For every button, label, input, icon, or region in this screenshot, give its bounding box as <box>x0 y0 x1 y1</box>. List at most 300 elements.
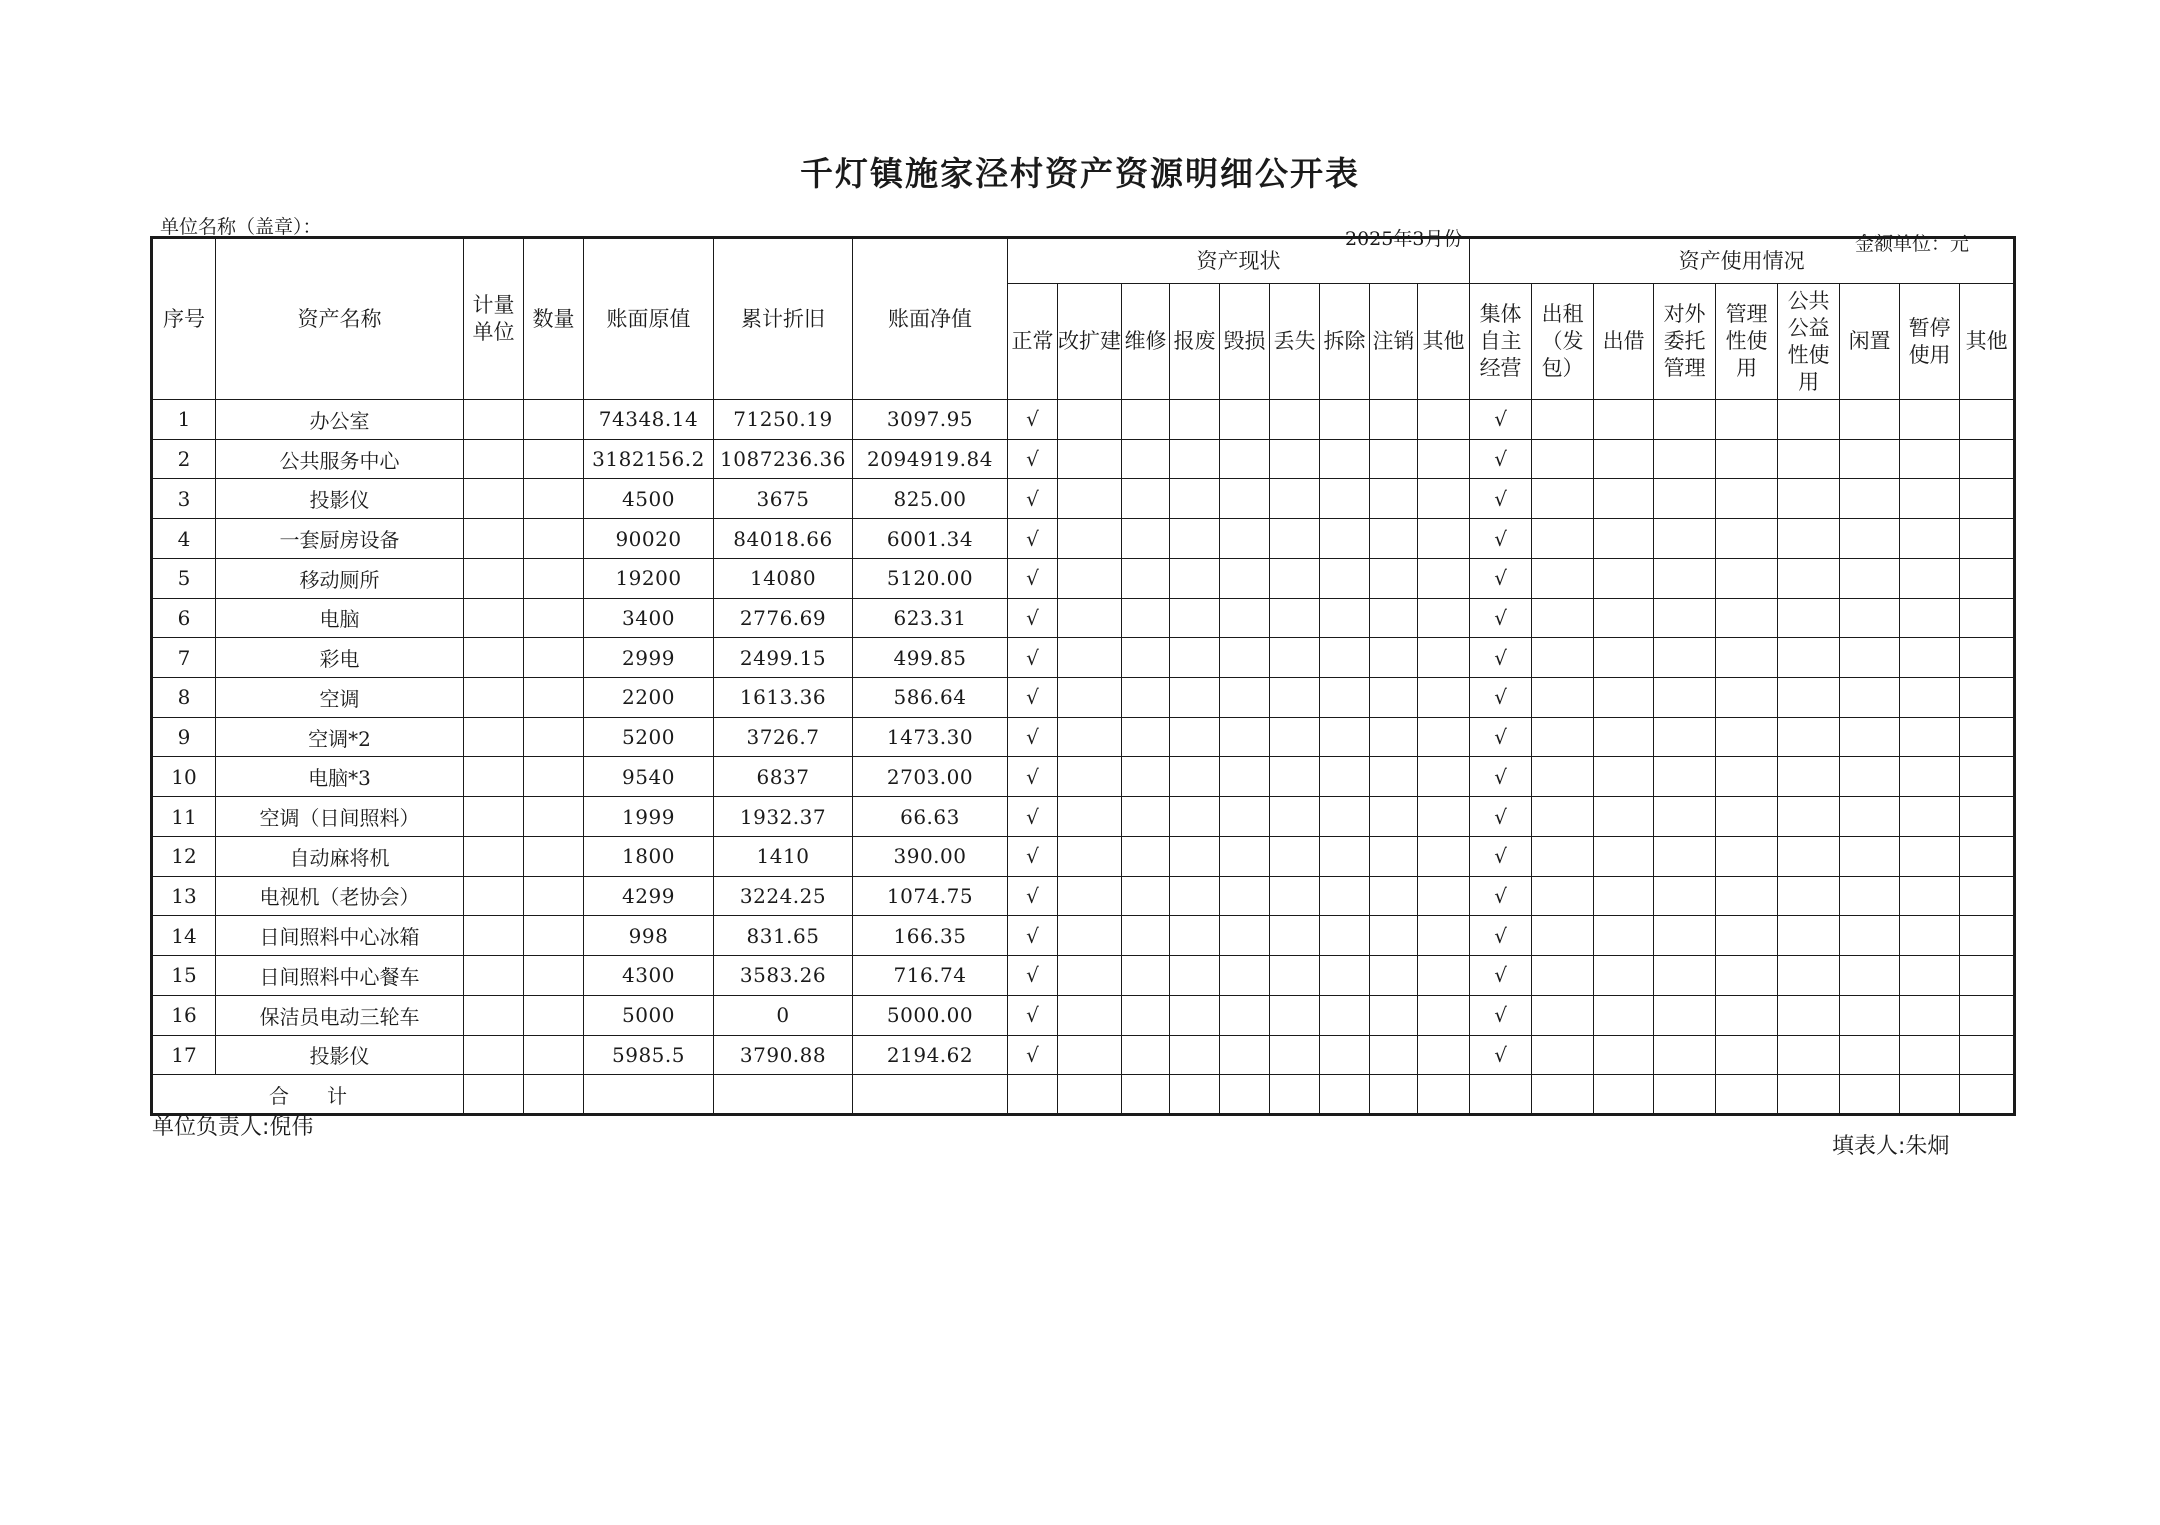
usage-cell <box>1960 400 2015 440</box>
status-normal-check: √ <box>1008 638 1058 678</box>
total-cell <box>524 1075 584 1115</box>
row-book-net: 3097.95 <box>853 400 1008 440</box>
row-accum-depreciation: 6837 <box>714 757 853 797</box>
status-cell <box>1370 797 1418 837</box>
row-book-net: 6001.34 <box>853 519 1008 559</box>
usage-cell <box>1532 916 1594 956</box>
status-cell <box>1370 717 1418 757</box>
row-book-net: 66.63 <box>853 797 1008 837</box>
amount-unit: 金额单位：元 <box>1855 233 1970 255</box>
usage-self-operated-check: √ <box>1470 678 1532 718</box>
col-seq: 序号 <box>152 238 216 400</box>
status-cell <box>1320 876 1370 916</box>
status-cell <box>1418 519 1470 559</box>
status-cell <box>1320 558 1370 598</box>
usage-cell <box>1840 558 1900 598</box>
status-cell <box>1170 956 1220 996</box>
usage-cell <box>1532 400 1594 440</box>
status-cell <box>1418 836 1470 876</box>
table-row <box>152 916 2015 956</box>
usage-cell <box>1900 916 1960 956</box>
total-cell <box>1594 1075 1654 1115</box>
total-cell <box>1418 1075 1470 1115</box>
status-cell <box>1220 479 1270 519</box>
usage-self-operated-check: √ <box>1470 836 1532 876</box>
status-cell <box>1370 439 1418 479</box>
status-cell <box>1320 1035 1370 1075</box>
usage-cell <box>1778 558 1840 598</box>
usage-cell <box>1594 876 1654 916</box>
status-cell <box>1370 836 1418 876</box>
usage-cell <box>1716 717 1778 757</box>
usage-cell <box>1716 678 1778 718</box>
total-cell <box>1960 1075 2015 1115</box>
status-normal-check: √ <box>1008 558 1058 598</box>
status-cell <box>1220 995 1270 1035</box>
status-cell <box>1122 400 1170 440</box>
usage-cell <box>1840 598 1900 638</box>
usage-cell <box>1778 995 1840 1035</box>
usage-cell <box>1654 439 1716 479</box>
usage-cell <box>1778 1035 1840 1075</box>
status-cell <box>1270 439 1320 479</box>
status-cell <box>1418 757 1470 797</box>
status-cell <box>1170 717 1220 757</box>
col-status-lost: 丢失 <box>1270 284 1320 400</box>
row-asset-name: 空调（日间照料） <box>216 797 464 837</box>
row-asset-name: 日间照料中心冰箱 <box>216 916 464 956</box>
row-seq: 5 <box>152 558 216 598</box>
usage-cell <box>1840 876 1900 916</box>
col-status-renovation: 改扩建 <box>1058 284 1122 400</box>
row-measure-unit <box>464 558 524 598</box>
usage-cell <box>1840 678 1900 718</box>
total-cell <box>1900 1075 1960 1115</box>
total-cell <box>584 1075 714 1115</box>
status-cell <box>1122 995 1170 1035</box>
usage-cell <box>1900 956 1960 996</box>
row-asset-name: 保洁员电动三轮车 <box>216 995 464 1035</box>
usage-cell <box>1960 956 2015 996</box>
row-book-original: 998 <box>584 916 714 956</box>
col-group-usage: 资产使用情况 <box>1470 238 2015 284</box>
usage-cell <box>1716 995 1778 1035</box>
usage-cell <box>1960 836 2015 876</box>
table-row <box>152 439 2015 479</box>
usage-cell <box>1900 439 1960 479</box>
usage-cell <box>1532 956 1594 996</box>
table-header <box>152 238 2015 400</box>
status-cell <box>1370 479 1418 519</box>
usage-cell <box>1716 876 1778 916</box>
usage-cell <box>1532 757 1594 797</box>
usage-cell <box>1716 598 1778 638</box>
usage-cell <box>1716 400 1778 440</box>
table-row <box>152 757 2015 797</box>
col-asset-name: 资产名称 <box>216 238 464 400</box>
status-cell <box>1220 956 1270 996</box>
row-quantity <box>524 995 584 1035</box>
status-cell <box>1370 638 1418 678</box>
col-status-normal: 正常 <box>1008 284 1058 400</box>
row-accum-depreciation: 3583.26 <box>714 956 853 996</box>
status-cell <box>1270 757 1320 797</box>
usage-cell <box>1778 598 1840 638</box>
usage-cell <box>1716 1035 1778 1075</box>
table-row <box>152 479 2015 519</box>
usage-self-operated-check: √ <box>1470 558 1532 598</box>
row-accum-depreciation: 3726.7 <box>714 717 853 757</box>
usage-cell <box>1716 797 1778 837</box>
usage-cell <box>1778 836 1840 876</box>
total-cell <box>1270 1075 1320 1115</box>
row-book-original: 4300 <box>584 956 714 996</box>
status-cell <box>1320 956 1370 996</box>
usage-cell <box>1594 598 1654 638</box>
row-quantity <box>524 598 584 638</box>
row-measure-unit <box>464 916 524 956</box>
table-row <box>152 1035 2015 1075</box>
usage-cell <box>1900 638 1960 678</box>
status-normal-check: √ <box>1008 439 1058 479</box>
usage-self-operated-check: √ <box>1470 995 1532 1035</box>
status-cell <box>1058 717 1122 757</box>
status-cell <box>1220 836 1270 876</box>
row-quantity <box>524 519 584 559</box>
status-cell <box>1170 439 1220 479</box>
status-cell <box>1170 757 1220 797</box>
row-book-net: 2194.62 <box>853 1035 1008 1075</box>
status-cell <box>1170 400 1220 440</box>
usage-cell <box>1654 876 1716 916</box>
total-cell <box>1654 1075 1716 1115</box>
status-cell <box>1220 598 1270 638</box>
form-preparer: 填表人:朱炯 <box>1832 1134 1950 1159</box>
usage-cell <box>1960 916 2015 956</box>
usage-cell <box>1960 439 2015 479</box>
status-cell <box>1220 1035 1270 1075</box>
total-cell <box>464 1075 524 1115</box>
row-seq: 14 <box>152 916 216 956</box>
row-quantity <box>524 439 584 479</box>
usage-cell <box>1716 479 1778 519</box>
usage-self-operated-check: √ <box>1470 797 1532 837</box>
usage-cell <box>1840 956 1900 996</box>
row-quantity <box>524 757 584 797</box>
status-cell <box>1320 717 1370 757</box>
status-cell <box>1220 876 1270 916</box>
usage-cell <box>1960 558 2015 598</box>
usage-cell <box>1840 519 1900 559</box>
total-cell <box>853 1075 1008 1115</box>
status-cell <box>1058 956 1122 996</box>
status-cell <box>1170 678 1220 718</box>
usage-cell <box>1532 558 1594 598</box>
status-cell <box>1320 638 1370 678</box>
usage-cell <box>1900 1035 1960 1075</box>
row-book-original: 3182156.2 <box>584 439 714 479</box>
row-seq: 17 <box>152 1035 216 1075</box>
usage-cell <box>1778 638 1840 678</box>
status-cell <box>1058 598 1122 638</box>
status-cell <box>1122 757 1170 797</box>
usage-self-operated-check: √ <box>1470 519 1532 559</box>
usage-cell <box>1654 717 1716 757</box>
status-cell <box>1418 876 1470 916</box>
usage-self-operated-check: √ <box>1470 1035 1532 1075</box>
row-measure-unit <box>464 400 524 440</box>
row-measure-unit <box>464 479 524 519</box>
usage-self-operated-check: √ <box>1470 400 1532 440</box>
col-usage-public-welfare-use: 公共公益性使用 <box>1778 284 1840 400</box>
usage-cell <box>1900 678 1960 718</box>
row-asset-name: 空调 <box>216 678 464 718</box>
row-seq: 16 <box>152 995 216 1035</box>
row-asset-name: 一套厨房设备 <box>216 519 464 559</box>
status-cell <box>1220 678 1270 718</box>
usage-cell <box>1840 638 1900 678</box>
status-cell <box>1058 836 1122 876</box>
status-cell <box>1370 678 1418 718</box>
status-cell <box>1418 558 1470 598</box>
status-cell <box>1170 558 1220 598</box>
status-cell <box>1320 598 1370 638</box>
usage-cell <box>1594 558 1654 598</box>
usage-cell <box>1900 519 1960 559</box>
status-normal-check: √ <box>1008 519 1058 559</box>
total-cell <box>1716 1075 1778 1115</box>
usage-cell <box>1716 757 1778 797</box>
usage-self-operated-check: √ <box>1470 479 1532 519</box>
col-accum-depreciation: 累计折旧 <box>714 238 853 400</box>
usage-cell <box>1594 678 1654 718</box>
row-book-net: 1473.30 <box>853 717 1008 757</box>
status-normal-check: √ <box>1008 717 1058 757</box>
status-cell <box>1270 598 1320 638</box>
usage-cell <box>1960 797 2015 837</box>
row-book-original: 74348.14 <box>584 400 714 440</box>
row-seq: 3 <box>152 479 216 519</box>
row-quantity <box>524 717 584 757</box>
total-cell <box>1220 1075 1270 1115</box>
usage-self-operated-check: √ <box>1470 598 1532 638</box>
row-accum-depreciation: 2499.15 <box>714 638 853 678</box>
status-normal-check: √ <box>1008 956 1058 996</box>
status-cell <box>1058 757 1122 797</box>
status-cell <box>1122 479 1170 519</box>
usage-self-operated-check: √ <box>1470 956 1532 996</box>
row-asset-name: 电视机（老协会） <box>216 876 464 916</box>
row-book-original: 2999 <box>584 638 714 678</box>
document-title: 千灯镇施家泾村资产资源明细公开表 <box>800 154 1360 193</box>
usage-cell <box>1654 836 1716 876</box>
row-accum-depreciation: 84018.66 <box>714 519 853 559</box>
status-cell <box>1370 876 1418 916</box>
status-cell <box>1418 678 1470 718</box>
status-cell <box>1270 400 1320 440</box>
row-book-original: 5985.5 <box>584 1035 714 1075</box>
row-book-net: 1074.75 <box>853 876 1008 916</box>
usage-cell <box>1594 400 1654 440</box>
row-measure-unit <box>464 956 524 996</box>
row-measure-unit <box>464 717 524 757</box>
usage-cell <box>1778 956 1840 996</box>
status-cell <box>1370 400 1418 440</box>
status-cell <box>1170 638 1220 678</box>
row-measure-unit <box>464 995 524 1035</box>
table-row <box>152 400 2015 440</box>
status-cell <box>1170 797 1220 837</box>
col-book-original: 账面原值 <box>584 238 714 400</box>
status-cell <box>1122 836 1170 876</box>
status-normal-check: √ <box>1008 598 1058 638</box>
status-cell <box>1418 956 1470 996</box>
status-cell <box>1320 678 1370 718</box>
table-row <box>152 558 2015 598</box>
status-cell <box>1418 797 1470 837</box>
usage-cell <box>1960 717 2015 757</box>
usage-cell <box>1900 836 1960 876</box>
usage-cell <box>1960 757 2015 797</box>
table-row <box>152 876 2015 916</box>
col-usage-lent: 出借 <box>1594 284 1654 400</box>
status-cell <box>1170 1035 1220 1075</box>
status-cell <box>1058 876 1122 916</box>
status-cell <box>1058 638 1122 678</box>
status-cell <box>1220 916 1270 956</box>
status-cell <box>1320 479 1370 519</box>
row-seq: 6 <box>152 598 216 638</box>
status-cell <box>1418 439 1470 479</box>
status-cell <box>1122 1035 1170 1075</box>
status-cell <box>1170 916 1220 956</box>
status-cell <box>1058 558 1122 598</box>
usage-cell <box>1840 439 1900 479</box>
usage-cell <box>1900 479 1960 519</box>
row-book-original: 5200 <box>584 717 714 757</box>
usage-cell <box>1532 479 1594 519</box>
usage-cell <box>1594 1035 1654 1075</box>
row-accum-depreciation: 2776.69 <box>714 598 853 638</box>
usage-cell <box>1654 638 1716 678</box>
usage-cell <box>1654 519 1716 559</box>
usage-cell <box>1532 598 1594 638</box>
row-book-original: 1800 <box>584 836 714 876</box>
row-seq: 2 <box>152 439 216 479</box>
status-cell <box>1122 678 1170 718</box>
col-status-scrapped: 报废 <box>1170 284 1220 400</box>
row-accum-depreciation: 831.65 <box>714 916 853 956</box>
row-book-net: 623.31 <box>853 598 1008 638</box>
status-cell <box>1122 558 1170 598</box>
table-row <box>152 638 2015 678</box>
row-quantity <box>524 678 584 718</box>
status-cell <box>1320 400 1370 440</box>
usage-cell <box>1840 916 1900 956</box>
usage-cell <box>1716 638 1778 678</box>
row-book-net: 166.35 <box>853 916 1008 956</box>
usage-cell <box>1594 995 1654 1035</box>
usage-cell <box>1532 876 1594 916</box>
usage-cell <box>1532 519 1594 559</box>
status-normal-check: √ <box>1008 876 1058 916</box>
status-normal-check: √ <box>1008 916 1058 956</box>
usage-cell <box>1840 717 1900 757</box>
table-row <box>152 956 2015 996</box>
usage-cell <box>1778 757 1840 797</box>
status-cell <box>1418 598 1470 638</box>
row-measure-unit <box>464 638 524 678</box>
status-cell <box>1270 558 1320 598</box>
col-usage-administrative-use: 管理性使用 <box>1716 284 1778 400</box>
col-group-status: 资产现状 <box>1008 238 1470 284</box>
status-normal-check: √ <box>1008 400 1058 440</box>
usage-cell <box>1900 717 1960 757</box>
row-asset-name: 投影仪 <box>216 1035 464 1075</box>
total-cell <box>1470 1075 1532 1115</box>
total-cell <box>1370 1075 1418 1115</box>
row-asset-name: 彩电 <box>216 638 464 678</box>
usage-cell <box>1532 836 1594 876</box>
row-accum-depreciation: 1613.36 <box>714 678 853 718</box>
row-book-original: 3400 <box>584 598 714 638</box>
usage-cell <box>1594 519 1654 559</box>
row-book-net: 825.00 <box>853 479 1008 519</box>
row-seq: 10 <box>152 757 216 797</box>
row-quantity <box>524 956 584 996</box>
col-status-damaged: 毁损 <box>1220 284 1270 400</box>
status-cell <box>1270 836 1320 876</box>
usage-cell <box>1532 995 1594 1035</box>
status-normal-check: √ <box>1008 757 1058 797</box>
status-cell <box>1058 916 1122 956</box>
report-period: 2025年3月份 <box>1345 228 1463 250</box>
usage-cell <box>1960 876 2015 916</box>
row-measure-unit <box>464 757 524 797</box>
col-usage-entrusted: 对外委托管理 <box>1654 284 1716 400</box>
row-quantity <box>524 400 584 440</box>
status-cell <box>1370 1035 1418 1075</box>
status-cell <box>1170 598 1220 638</box>
total-cell <box>1122 1075 1170 1115</box>
usage-cell <box>1900 400 1960 440</box>
status-cell <box>1370 956 1418 996</box>
row-quantity <box>524 1035 584 1075</box>
status-cell <box>1320 995 1370 1035</box>
row-accum-depreciation: 3224.25 <box>714 876 853 916</box>
row-quantity <box>524 797 584 837</box>
row-book-net: 5120.00 <box>853 558 1008 598</box>
status-cell <box>1122 876 1170 916</box>
usage-cell <box>1960 519 2015 559</box>
row-accum-depreciation: 1087236.36 <box>714 439 853 479</box>
row-accum-depreciation: 1932.37 <box>714 797 853 837</box>
row-asset-name: 日间照料中心餐车 <box>216 956 464 996</box>
total-cell <box>1008 1075 1058 1115</box>
usage-cell <box>1778 797 1840 837</box>
table-row <box>152 598 2015 638</box>
usage-self-operated-check: √ <box>1470 757 1532 797</box>
status-normal-check: √ <box>1008 995 1058 1035</box>
row-seq: 7 <box>152 638 216 678</box>
col-status-repair: 维修 <box>1122 284 1170 400</box>
status-normal-check: √ <box>1008 479 1058 519</box>
row-seq: 15 <box>152 956 216 996</box>
usage-cell <box>1960 638 2015 678</box>
status-normal-check: √ <box>1008 678 1058 718</box>
status-cell <box>1220 797 1270 837</box>
row-seq: 8 <box>152 678 216 718</box>
